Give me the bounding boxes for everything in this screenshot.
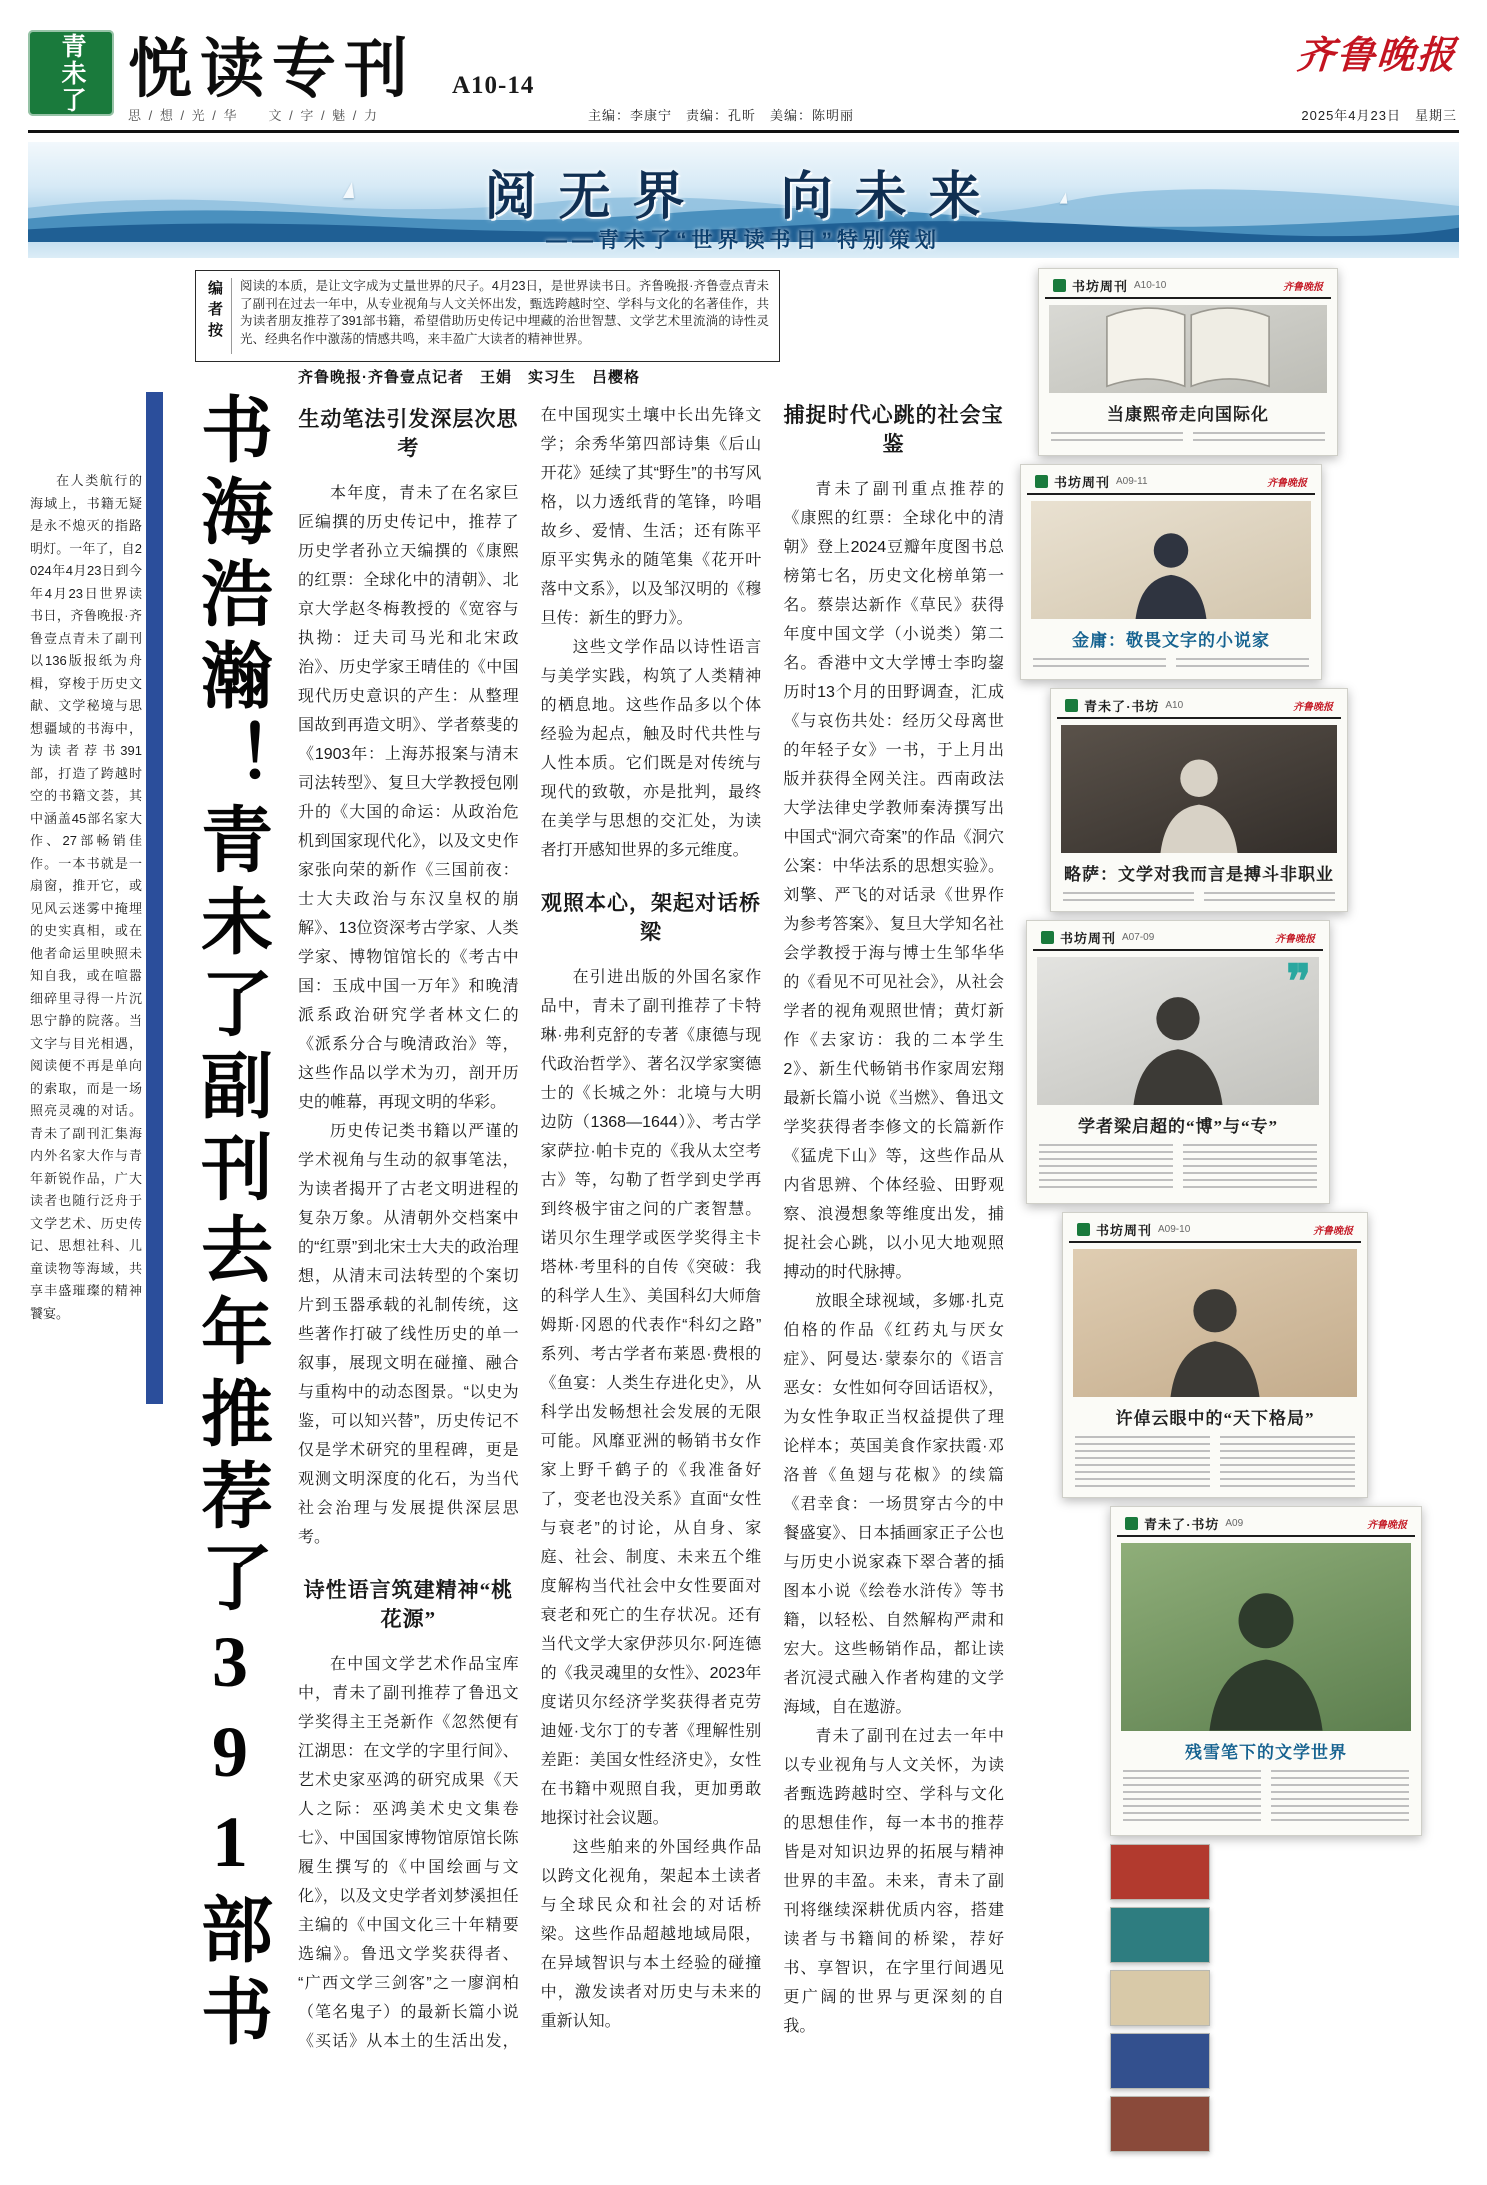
editor-note-box [195,270,780,362]
thumbnail-page-number: A10-10 [1134,279,1167,291]
portrait-silhouette [1185,1569,1347,1731]
thumbnail-photo-portrait [1031,501,1311,619]
thumbnail-masthead-row [1027,469,1315,495]
special-banner [28,142,1459,258]
issue-date: 2025年4月23日 星期三 [1301,108,1457,123]
vertical-divider-bar [146,392,163,1404]
page-thumbnail-xuzhuoyun [1062,1212,1368,1498]
qingweiliao-mini-logo [1125,1517,1138,1530]
book-cover [1110,1844,1210,1900]
byline: 齐鲁晚报·齐鲁壹点记者 王娟 实习生 吕樱格 [298,369,640,386]
page-range: A10-14 [452,72,535,99]
thumbnail-brand: 齐鲁晚报 [1313,1225,1353,1237]
newspaper-masthead: 齐鲁晚报 [1295,35,1459,77]
paragraph: 这些文学作品以诗性语言与美学实践，构筑了人类精神的栖息地。这些作品多以个体经验为起点，触及时代共性与人性本质。它们既是对传统与现代的致敬，亦是批判，最终在美学与思想的交汇处，为读者打开感知世界的多元维度。 [540,639,762,859]
paragraph: 放眼全球视域，多娜·扎克伯格的作品《红药丸与厌女症》、阿曼达·蒙泰尔的《语言恶女：女性如何夺回话语权》，为女性争取正当权益提供了理论样本；英国美食作家扶霞·邓洛普《鱼翅与花椒》的续篇《君幸食：一场贯穿古今的中餐盛宴》、日本插画家正子公也与历史小说家森下翠合著的插图本小说《绘卷水浒传》等书籍，以轻松、自然解构严肃和宏大。这些畅销作品，都让读者沉浸式融入作者构建的文学海域，自在遨游。 [783,1293,1004,1716]
paragraph: 在引进出版的外国名家作品中，青未了副刊推荐了卡特琳·弗利克舒的专著《康德与现代政治哲学》、著名汉学家窦德士的《长城之外：北境与大明边防（1368—1644）》、考古学家萨拉·帕卡克的《我从太空考古》等，勾勒了哲学到史学再到终极宇宙之问的广袤智慧。诺贝尔生理学或医学奖得主卡塔林·考里科的自传《突破：我的科学人生》、美国科幻大师詹姆斯·冈恩的代表作“科幻之路”系列、考古学者布莱恩·费根的《鱼宴：人类生存进化史》，从科学出发畅想社会发展的无限可能。风靡亚洲的畅销书女作家上野千鹤子的《我准备好了，变老也没关系》直面“女性与衰老”的讨论，从自身、家庭、社会、制度、未来五个维度解构当代社会中女性要面对衰老和死亡的生存状况。还有当代文学大家伊莎贝尔·阿连德的《我灵魂里的女性》、2023年度诺贝尔经济学奖获得者克劳迪娅·戈尔丁的专著《理解性别差距：美国女性经济史》，女性在书籍中观照自我，更加勇敢地探讨社会议题。 [540,969,762,1827]
section-heading: 诗性语言筑建精神“桃花源” [303,1578,514,1631]
thumbnail-page-number: A09-11 [1116,475,1148,487]
paragraph: 本年度，青未了在名家巨匠编撰的历史传记中，推荐了历史学者孙立天编撰的《康熙的红票：全球化中的清朝》、北京大学赵冬梅教授的《宽容与执拗：迂夫司马光和北宋政治》、历史学家王晴佳的《中国现代历史意识的产生：从整理国故到再造文明》、学者蔡斐的《1903年：上海苏报案与清末司法转型》、复旦大学教授包刚升的《大国的命运：从政治危机到国家现代化》，以及文史作家张向荣的新作《三国前夜：士大夫政治与东汉皇权的崩解》、13位资深考古学家、人类学家、博物馆馆长的《考古中国：玉成中国一万年》和晚清派系政治研究学者林文仁的《派系分合与晚清政治》等，这些作品以学术为刃，剖开历史的帷幕，再现文明的华彩。 [298,485,519,1111]
thumbnail-masthead: 青未了·书坊 [1084,698,1160,714]
page-thumbnail-jinyong [1020,464,1322,680]
page-thumbnail-llosa [1050,688,1348,912]
portrait-silhouette [1151,1270,1278,1397]
thumbnail-photo-portrait [1121,1543,1411,1731]
thumbnail-masthead-row [1045,273,1331,299]
text-placeholder-lines [1063,892,1335,901]
portrait-silhouette [1144,743,1254,853]
main-headline: 书海浩瀚！青未了副刊去年推荐了391部书 [190,392,270,2056]
quote-icon: ❞ [1286,957,1311,1007]
lede-column: 在人类航行的海域上，书籍无疑是永不熄灭的指路明灯。一年了，自2024年4月23日到今年4月23日世界读书日，齐鲁晚报·齐鲁壹点青未了副刊以136版报纸为舟楫，穿梭于历史文献、文学秘境与思想疆域的书海中，为读者荐书391部，打造了跨越时空的书籍文荟，其中涵盖45部名家大作、27部畅销佳作。一本书就是一扇窗，推开它，或见风云迷雾中掩埋的史实真相，或在他者命运里映照未知自我，或在喧嚣细碎里寻得一片沉思宁静的院落。当文字与目光相遇，阅读便不再是单向的索取，而是一场照亮灵魂的对话。青未了副刊汇集海内外名家大作与青年新锐作品，广大读者也随行泛舟于文学艺术、历史传记、思想社科、儿童读物等海域，共享丰盛璀璨的精神饕宴。 [30,473,142,1321]
header-divider [28,130,1459,133]
related-pages-column [1020,268,1470,2163]
thumbnail-masthead-row [1057,693,1341,719]
portrait-silhouette [1120,518,1221,619]
thumbnail-headline: 略萨：文学对我而言是搏斗非职业 [1064,865,1334,884]
page-thumbnail-kangxi [1038,268,1338,456]
thumbnail-headline: 金庸：敬畏文字的小说家 [1072,631,1270,650]
text-placeholder-lines [1123,1770,1409,1825]
thumbnail-masthead-row [1117,1511,1415,1537]
qingweiliao-mini-logo [1041,931,1054,944]
thumbnail-brand: 齐鲁晚报 [1367,1519,1407,1531]
logo-text: 青未了 [58,32,85,114]
paragraph: 历史传记类书籍以严谨的学术视角与生动的叙事笔法，为读者揭开了古老文明进程的复杂万象。从清朝外交档案中的“红票”到北宋士大夫的政治理想，从清末司法转型的个案切片到玉器承载的礼制传统，这些著作打破了线性历史的单一叙事，展现文明在碰撞、融合与重构中的动态图景。“以史为鉴，可以知兴替”，历史传记不仅是学术研究的里程碑，更是观测文明深度的化石，为当代社会治理与发展提供深层思考。 [298,1123,519,1546]
page-thumbnail-canxue [1110,1506,1422,1836]
thumbnail-headline: 当康熙帝走向国际化 [1107,405,1269,424]
thumbnail-brand: 齐鲁晚报 [1293,701,1333,713]
paragraph: 这些舶来的外国经典作品以跨文化视角，架起本土读者与全球民众和社会的对话桥梁。这些作品超越地域局限，在异域智识与本土经验的碰撞中，激发读者对历史与未来的重新认知。 [540,1839,762,2030]
thumbnail-page-number: A09-10 [1158,1223,1191,1235]
thumbnail-headline: 学者梁启超的“博”与“专” [1078,1117,1278,1136]
text-placeholder-lines [1075,1436,1355,1487]
thumbnail-photo-portrait [1061,725,1337,853]
header-meta-row [28,103,1459,125]
tagline: 思 / 想 / 光 / 华 文 / 字 / 魅 / 力 [128,108,380,123]
book-covers-strip [1110,1844,1210,2152]
text-placeholder-lines [1051,432,1325,445]
thumbnail-masthead: 书坊周刊 [1060,930,1117,946]
thumbnail-photo-portrait [1073,1249,1357,1397]
page-thumbnail-liangqichao [1026,920,1330,1204]
thumbnail-photo-open-book [1049,305,1327,393]
paragraph: 青未了副刊重点推荐的《康熙的红票：全球化中的清朝》登上2024豆瓣年度图书总榜第七名，历史文化榜单第一名。蔡崇达新作《草民》获得年度中国文学（小说类）第二名。香港中文大学博士李昀鋆历时13个月的田野调查，汇成《与哀伤共处：经历父母离世的年轻子女》一书，于上月出版并获得全网关注。西南政法大学法律史学教师秦涛撰写出中国式“洞穴奇案”的作品《洞穴公案：中华法系的思想实验》。刘擎、严飞的对话录《世界作为参考答案》、复旦大学知名社会学教授于海与博士生邹华华的《看见不可见社会》，从社会学者的视角观照世情；黄灯新作《去家访：我的二本学生2》、新生代畅销书作家周宏翔最新长篇小说《当燃》、鲁迅文学奖获得者李修文的长篇新作《猛虎下山》等，这些作品从内省思辨、个体经验、田野观察、浪漫想象等维度出发，捕捉社会心跳，以小见大地观照搏动的时代脉搏。 [783,481,1004,1281]
thumbnail-masthead-row [1069,1217,1361,1243]
banner-subtitle: ——青未了“世界读书日”特别策划 [546,229,941,252]
thumbnail-page-number: A07-09 [1122,931,1155,943]
section-heading: 捕捉时代心跳的社会宝鉴 [783,403,1004,456]
thumbnail-page-number: A09 [1225,1517,1244,1529]
portrait-silhouette [1114,978,1241,1105]
thumbnail-headline: 许倬云眼中的“天下格局” [1115,1409,1315,1428]
editor-note-text: 阅读的本质，是让文字成为丈量世界的尺子。4月23日，是世界读书日。齐鲁晚报·齐鲁壹点青未了副刊在过去一年中，从专业视角与人文关怀出发，甄选跨越时空、学科与文化的名著佳作，共为读者朋友推荐了391部书籍，希望借助历史传记中埋藏的治世智慧、文学艺术里流淌的诗性灵光、经典名作中激荡的情感共鸣，来丰盈广大读者的精神世界。 [240,279,769,346]
thumbnail-masthead: 书坊周刊 [1072,278,1129,294]
editors-line: 主编：李康宁 责编：孔昕 美编：陈明丽 [588,108,855,123]
banner-title: 阅无界 向未来 [484,169,1003,226]
book-cover [1110,1970,1210,2026]
thumbnail-brand: 齐鲁晚报 [1275,933,1315,945]
section-heading: 观照本心，架起对话桥梁 [540,891,761,944]
paragraph: 青未了副刊在过去一年中以专业视角与人文关怀，为读者甄选跨越时空、学科与文化的思想佳作，每一本书的推荐皆是对知识边界的拓展与精神世界的丰盈。未来，青未了副刊将继续深耕优质内容，搭建读者与书籍间的桥梁，荐好书、享智识，在字里行间遇见更广阔的世界与更深刻的自我。 [783,1728,1004,2035]
text-placeholder-lines [1039,1144,1317,1193]
thumbnail-masthead: 青未了·书坊 [1144,1516,1220,1532]
paragraph: 在中国文学艺术作品宝库中，青未了副刊推荐了鲁迅文学奖得主王尧新作《忽然便有江湖思：在文学的字里行间》、艺术史家巫鸿的研究成果《天人之际：巫鸿美术史文集卷七》、中国国家博物馆原馆长陈履生撰写的《中国绘画与文化》，以及文史学者刘梦溪担任主编的《中国文化三十年精要选编》。鲁迅文学奖获得者、“广西文学三剑客”之一廖润柏（笔名鬼子）的最新长篇小说《买话》从本土的生活出发，在中国现实土壤中长出先锋文学；余秀华第四部诗集《后山开花》延续了其“野生”的书写风格，以力透纸背的笔锋，吟唱故乡、爱情、生活；还有陈平原平实隽永的随笔集《花开叶落中文系》，以及邹汉明的《穆旦传：新生的野力》。 [298,407,762,2050]
text-placeholder-lines [1033,658,1309,669]
thumbnail-headline: 残雪笔下的文学世界 [1185,1743,1347,1762]
article-body [298,366,1004,2056]
book-cover [1110,2096,1210,2152]
thumbnail-masthead-row [1033,925,1323,951]
thumbnail-masthead: 书坊周刊 [1096,1222,1153,1238]
open-book-icon [1091,305,1286,393]
qingweiliao-mini-logo [1053,279,1066,292]
qingweiliao-mini-logo [1077,1223,1090,1236]
thumbnail-page-number: A10 [1165,699,1184,711]
editor-note-label: 编者按 [204,278,232,354]
book-cover [1110,2033,1210,2089]
qingweiliao-mini-logo [1035,475,1048,488]
book-cover [1110,1907,1210,1963]
article-columns [298,401,1004,2056]
supplement-title: 悦读专刊 [128,34,416,105]
thumbnail-photo-portrait [1037,957,1319,1105]
section-heading: 生动笔法引发深层次思考 [298,407,519,460]
qingweiliao-mini-logo [1065,699,1078,712]
thumbnail-masthead: 书坊周刊 [1054,474,1111,490]
thumbnail-brand: 齐鲁晚报 [1267,477,1307,489]
thumbnail-brand: 齐鲁晚报 [1283,281,1323,293]
